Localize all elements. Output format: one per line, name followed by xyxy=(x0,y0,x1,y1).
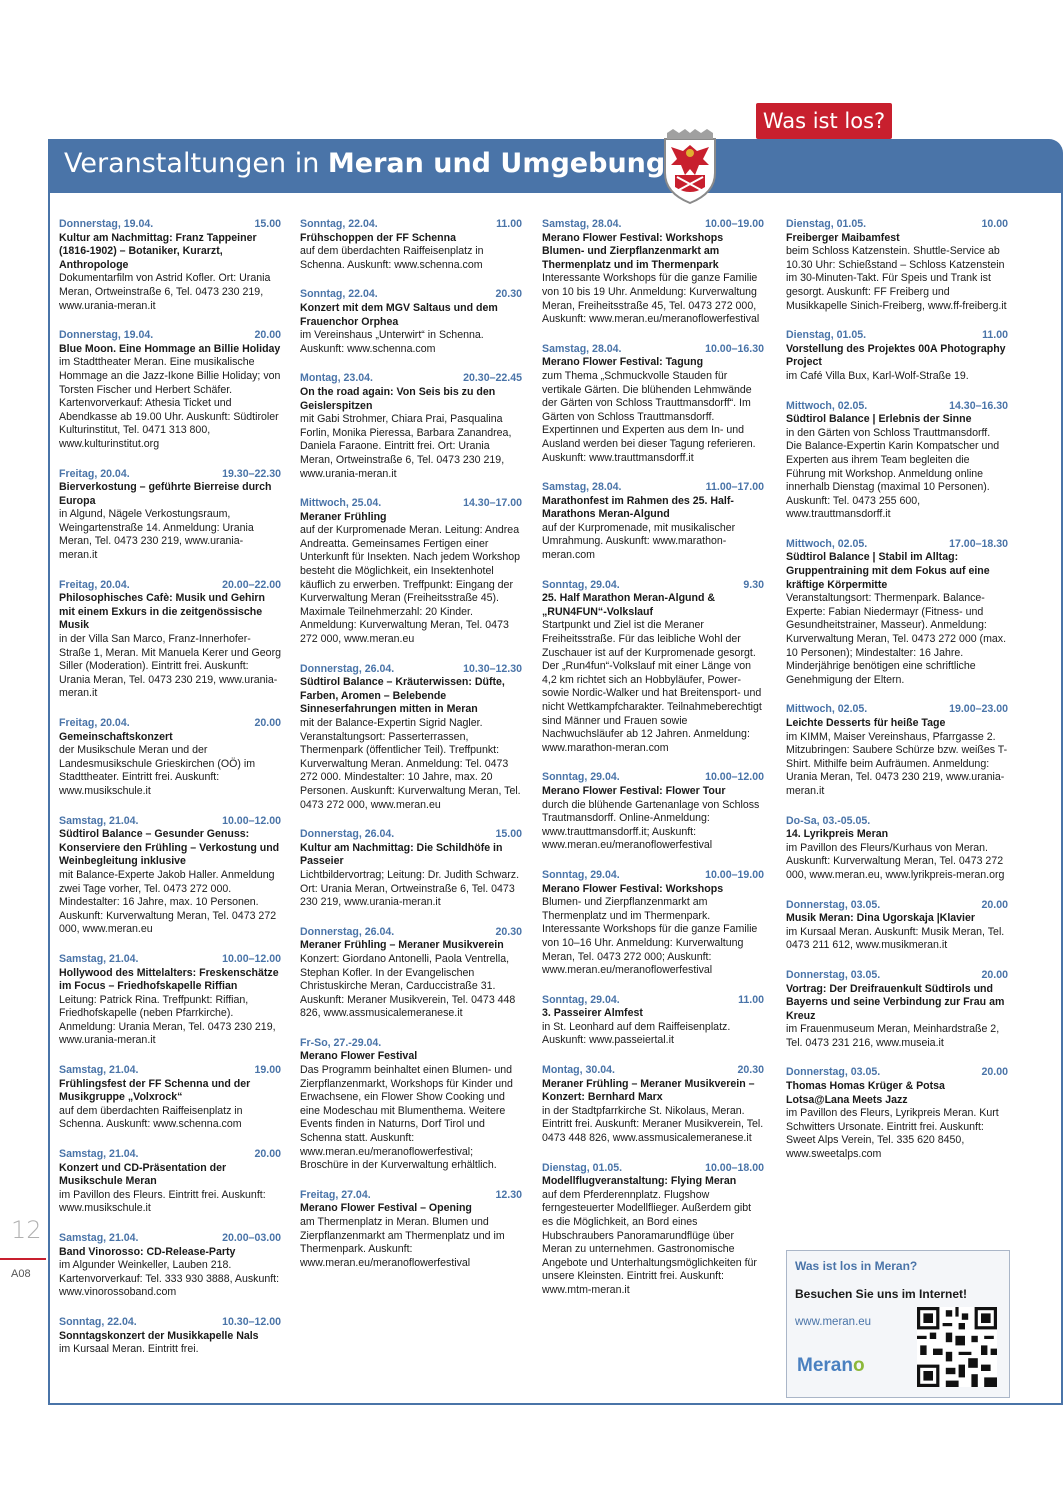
event-text: im Algunder Weinkeller, Lauben 218. Kartenvorverkauf: Tel. 333 930 3888, Auskunft: www.vinorossoband.com xyxy=(59,1259,280,1299)
event-date-row: Mittwoch, 02.05. 17.00–18.30 xyxy=(786,537,1008,550)
event-item xyxy=(786,969,1008,1051)
event-date-row: Samstag, 21.04. 10.00–12.00 xyxy=(59,814,281,827)
event-date-row: Samstag, 21.04. 19.00 xyxy=(59,1064,281,1077)
event-text: mit der Balance-Expertin Sigrid Nagler. Veranstaltungsort: Passerterrassen, Thermenpark (öffentlicher Teil). Treffpunkt: Kurverwaltung Meran. Anmeldung: Tel. 0473 272 000. Mindestalter: 10 Jahre, max. 20 Personen. Auskunft: Kurverwaltung Meran, Tel. 0473 272 000, www.meran.eu xyxy=(300,717,521,811)
event-date-row: Samstag, 28.04. 10.00–16.30 xyxy=(542,342,764,355)
event-item xyxy=(542,579,764,756)
what-is-on-badge: Was ist los? xyxy=(756,103,892,139)
event-text: der Musikschule Meran und der Landesmusikschule Grieskirchen (OÖ) im Stadttheater. Eintritt frei. Auskunft: www.musikschule.it xyxy=(59,744,256,797)
event-item xyxy=(542,771,764,853)
event-text: Lichtbildervortrag; Leitung: Dr. Judith Schwarz. Ort: Urania Meran, Ortweinstraße 6, Tel. 0473 230 219, www.urania-meran.it xyxy=(300,868,520,909)
event-title: Freiberger Maibamfest xyxy=(786,231,900,244)
event-title: Meraner Frühling – Meraner Musikverein xyxy=(300,939,504,952)
event-date-row: Montag, 23.04. 20.30–22.45 xyxy=(300,372,522,385)
page-number-divider xyxy=(0,1258,46,1260)
event-text: im Vereinshaus „Unterwirt“ in Schenna. Auskunft: www.schenna.com xyxy=(300,329,484,355)
event-item xyxy=(786,703,1008,798)
event-text: Dokumentarfilm von Astrid Kofler. Ort: Urania Meran, Ortweinstraße 6, Tel. 0473 230 219, www.urania-meran.it xyxy=(59,272,271,312)
info-box-title: Was ist los in Meran? xyxy=(795,1259,918,1273)
event-title: 3. Passeirer Almfest xyxy=(542,1007,643,1020)
event-date-row: Mittwoch, 02.05. 19.00–23.00 xyxy=(786,703,1008,716)
event-item xyxy=(300,288,522,356)
event-text: auf dem Pferderennplatz. Flugshow ferngesteuerter Modellflieger. Außerdem gibt es die Möglichkeit, an Bord eines Hubschraubers Panoramarundflüge über Meran zu unternehmen. Gastronomische Angebote und Unterhaltungsmöglichkeiten für unsere Kleinsten. Eintritt frei. Auskunft: www.mtm-meran.it xyxy=(542,1188,757,1296)
event-title: 14. Lyrikpreis Meran xyxy=(786,828,889,841)
event-title: Kultur am Nachmittag: Die Schildhöfe in Passeier xyxy=(300,841,503,868)
events-column-1 xyxy=(59,218,281,1373)
event-title: Merano Flower Festival: Workshops xyxy=(542,882,724,895)
event-date-row: Sonntag, 22.04. 11.00 xyxy=(300,218,522,230)
events-column-4 xyxy=(786,218,1008,1178)
event-date-row: Dienstag, 01.05. 10.00 xyxy=(786,218,1008,230)
qr-code-icon[interactable] xyxy=(917,1307,997,1387)
event-title: Marathonfest im Rahmen des 25. Half-Marathons Meran-Algund xyxy=(542,494,734,521)
section-header xyxy=(48,139,1063,193)
event-text: Veranstaltungsort: Thermenpark. Balance-Experte: Fabian Niedermayr (Fitness- und Gesundheitstrainer, Masseur). Anmeldung: Kurverwaltung Meran, Tel. 0473 272 000 (max. 10 Personen); Mindestalter: 16 Jahre. Minderjährige benötigen eine schriftliche Genehmigung der Eltern. xyxy=(786,592,1007,686)
event-text: Leitung: Patrick Rina. Treffpunkt: Riffian, Friedhofskapelle (neben Pfarrkirche). Anmeldung: Urania Meran, Tel. 0473 230 219, www.urania-meran.it xyxy=(59,993,276,1047)
event-title: Merano Flower Festival: Flower Tour xyxy=(542,784,726,797)
website-link[interactable]: www.meran.eu xyxy=(795,1316,872,1328)
event-item xyxy=(59,218,281,313)
event-text: im KIMM, Maiser Vereinshaus, Pfarrgasse 2. Mitzubringen: Saubere Schürze bzw. weißes T-Shirt. Mithilfe beim Aufräumen. Anmeldung: Urania Meran, Tel. 0473 230 219, www.urania-meran.it xyxy=(786,730,1008,797)
event-item xyxy=(59,1148,281,1216)
event-title: Südtirol Balance | Erlebnis der Sinne xyxy=(786,413,972,426)
event-item xyxy=(300,1037,522,1173)
event-date-row: Sonntag, 22.04. 10.30–12.00 xyxy=(59,1315,281,1328)
event-item xyxy=(300,218,522,272)
event-date-row: Sonntag, 22.04. 20.30 xyxy=(300,288,522,301)
event-title: Konzert und CD-Präsentation der Musikschule Meran xyxy=(59,1161,227,1188)
event-text: im Pavillon des Fleurs, Lyrikpreis Meran. Kurt Schwitters Ursonate. Eintritt frei. Auskunft: Sweet Alps Verein, Tel. 335 620 8450, www.sweetalps.com xyxy=(786,1107,999,1161)
page-number: 12 xyxy=(11,1216,42,1244)
event-item xyxy=(542,994,764,1048)
event-item xyxy=(542,1064,764,1146)
event-title: Sonntagskonzert der Musikkapelle Nals xyxy=(59,1329,259,1342)
event-date-row: Dienstag, 01.05. 10.00–18.00 xyxy=(542,1161,764,1174)
event-date-row: Dienstag, 01.05. 11.00 xyxy=(786,329,1008,342)
events-column-2 xyxy=(300,218,522,1286)
event-text: Das Programm beinhaltet einen Blumen- und Zierpflanzenmarkt, Workshops für Kinder und Erwachsene, ein Flower Show Cooking und eine Modeschau mit Blumenthema. Weitere Events finden in Naturns, Dorf Tirol und Schenna statt. Auskunft: www.meran.eu/meranoflowerfestival; Broschüre in der Kurverwaltung erhältlich. xyxy=(300,1064,513,1172)
event-date-row: Mittwoch, 02.05. 14.30–16.30 xyxy=(786,399,1008,412)
event-item xyxy=(59,468,281,563)
event-text: auf der Kurpromenade Meran. Leitung: Andrea Andreatta. Gemeinsames Fertigen einer Unterkunft für Insekten. Nach jedem Workshop besteht die Möglichkeit, ein Insektenhotel käuflich zu erwerben. Treffpunkt: Eingang der Kurverwaltung Meran (Freiheitsstraße 45). Maximale Teilnehmerzahl: 20 Kinder. Anmeldung: Kurverwaltung Meran, Tel. 0473 272 000, www.meran.eu xyxy=(300,524,521,646)
merano-logo: Merano xyxy=(797,1355,865,1376)
event-title: Merano Flower Festival: Workshops Blumen- und Zierpflanzenmarkt am Thermenplatz und im Thermenpark xyxy=(542,231,724,271)
event-date-row: Do-Sa, 03.-05.05. xyxy=(786,814,871,827)
event-text: auf der Kurpromenade, mit musikalischer Umrahmung. Auskunft: www.marathon-meran.com xyxy=(542,521,736,562)
event-title: Merano Flower Festival xyxy=(300,1050,418,1063)
event-text: in den Gärten von Schloss Trauttmansdorff. Die Balance-Expertin Karin Kompatscher und Experten aus ihrem Team begleiten die Führung mit Workshop. Anmeldung online innerhalb Dienstag (maximal 10 Personen). Auskunft: Tel. 0473 255 600, www.trauttmansdorff.it xyxy=(786,426,1000,521)
event-text: mit Gabi Strohmer, Chiara Prai, Pasqualina Forlin, Monika Pieressa, Barbara Zanandrea, Daniela Faraone. Eintritt frei. Ort: Urania Meran, Ortweinstraße 6, Tel. 0473 230 219, www.urania-meran.it xyxy=(300,413,512,480)
event-text: auf dem überdachten Raiffeisenplatz in Schenna. Auskunft: www.schenna.com xyxy=(59,1104,243,1131)
event-title: Hollywood des Mittelalters: Freskenschätze im Focus – Friedhofskapelle Riffian xyxy=(59,966,279,993)
event-item xyxy=(542,1162,764,1298)
event-text: im Kursaal Meran. Auskunft: Musik Meran, Tel. 0473 211 612, www.musikmeran.it xyxy=(786,925,1005,952)
event-date-row: Donnerstag, 26.04. 10.30–12.30 xyxy=(300,662,522,675)
event-title: On the road again: Von Seis bis zu den Geislerspitzen xyxy=(300,385,496,412)
event-date-row: Sonntag, 29.04. 11.00 xyxy=(542,993,764,1006)
event-date-row: Donnerstag, 03.05. 20.00 xyxy=(786,898,1008,911)
event-item xyxy=(542,218,764,327)
event-text: im Pavillon des Fleurs/Kurhaus von Meran. Auskunft: Kurverwaltung Meran, Tel. 0473 272 000, www.meran.eu, www.lyrikpreis-meran.org xyxy=(786,841,1005,881)
event-date-row: Mittwoch, 25.04. 14.30–17.00 xyxy=(300,497,522,510)
event-text: in St. Leonhard auf dem Raiffeisenplatz. Auskunft: www.passeiertal.it xyxy=(542,1020,731,1047)
event-title: Gemeinschaftskonzert xyxy=(59,730,173,743)
event-text: in der Stadtpfarrkirche St. Nikolaus, Meran. Eintritt frei. Auskunft: Meraner Musikverein, Tel. 0473 448 826, www.assmusicalemeranese.it xyxy=(542,1104,764,1145)
event-item xyxy=(300,663,522,813)
event-item xyxy=(59,815,281,937)
event-title: Vortrag: Der Dreifrauenkult Südtirols und Bayerns und seine Verbindung zur Frau am Kreuz xyxy=(786,982,1005,1022)
page-code: A08 xyxy=(11,1268,31,1280)
page-title: Veranstaltungen in Meran und Umgebung xyxy=(64,148,666,179)
event-text: im Pavillon des Fleurs. Eintritt frei. Auskunft: www.musikschule.it xyxy=(59,1188,266,1215)
event-date-row: Samstag, 21.04. 20.00–03.00 xyxy=(59,1232,281,1244)
event-date-row: Freitag, 27.04. 12.30 xyxy=(300,1188,522,1201)
event-item xyxy=(786,329,1008,383)
event-title: Band Vinorosso: CD-Release-Party xyxy=(59,1245,236,1258)
event-title: Konzert mit dem MGV Saltaus und dem Frauenchor Orphea xyxy=(300,301,498,328)
event-date-row: Donnerstag, 19.04. 15.00 xyxy=(59,218,281,230)
event-title: Merano Flower Festival – Opening xyxy=(300,1202,472,1215)
event-date-row: Samstag, 28.04. 10.00–19.00 xyxy=(542,218,764,230)
event-item xyxy=(300,926,522,1021)
event-item xyxy=(59,953,281,1048)
event-date-row: Donnerstag, 03.05. 20.00 xyxy=(786,968,1008,981)
event-text: im Frauenmuseum Meran, Meinhardstraße 2, Tel. 0473 231 216, www.museia.it xyxy=(786,1023,1000,1049)
event-title: Blue Moon. Eine Hommage an Billie Holiday xyxy=(59,342,281,355)
event-item xyxy=(300,497,522,647)
event-date-row: Sonntag, 29.04. 10.00–12.00 xyxy=(542,771,764,784)
event-title: Thomas Homas Krüger & Potsa Lotsa@Lana Meets Jazz xyxy=(786,1080,945,1106)
event-item xyxy=(786,899,1008,953)
event-item xyxy=(542,343,764,465)
event-text: im Café Villa Bux, Karl-Wolf-Straße 19. xyxy=(786,369,969,382)
event-date-row: Donnerstag, 26.04. 20.30 xyxy=(300,925,522,938)
info-box-subtitle: Besuchen Sie uns im Internet! xyxy=(795,1287,968,1301)
event-title: Südtirol Balance | Stabil im Alltag: Gruppentraining mit dem Fokus auf eine kräftige Körpermitte xyxy=(786,551,990,591)
event-item xyxy=(300,1189,522,1271)
event-item xyxy=(59,1232,281,1300)
event-item xyxy=(786,815,1008,883)
event-title: Vorstellung des Projektes 00A Photography Project xyxy=(786,342,1006,369)
event-item xyxy=(59,329,281,451)
event-title: Südtirol Balance – Kräuterwissen: Düfte, Farben, Aromen – Belebende Sinneserfahrungen mitten in Meran xyxy=(300,676,505,716)
event-item xyxy=(786,538,1008,688)
event-text: Startpunkt und Ziel ist die Meraner Freiheitsstraße. Für das leibliche Wohl der Zuschauer ist auf der Kurpromenade gesorgt. Der „Run4fun“-Volkslauf mit einer Länge von 4,2 km richtet sich an Hobbyläufer, Power- sowie Nordic-Walker und hat Breitensport- und nicht Wettkampfcharakter. Teilnahmeberechtigt sind Männer und Frauen sowie Nachwuchsläufer ab 12 Jahren. Anmeldung: www.marathon-meran.com xyxy=(542,619,762,754)
event-date-row: Freitag, 20.04. 20.00–22.00 xyxy=(59,578,281,591)
event-text: auf dem überdachten Raiffeisenplatz in Schenna. Auskunft: www.schenna.com xyxy=(300,245,484,271)
coat-of-arms-icon xyxy=(661,129,719,205)
event-text: im Kursaal Meran. Eintritt frei. xyxy=(59,1343,199,1356)
event-title: Leichte Desserts für heiße Tage xyxy=(786,717,946,729)
event-title: Kultur am Nachmittag: Franz Tappeiner (1816-1902) – Botaniker, Kurarzt, Anthropologe xyxy=(59,231,257,271)
event-text: mit Balance-Experte Jakob Haller. Anmeldung zwei Tage vorher, Tel. 0473 272 000. Mindestalter: 16 Jahre, max. 10 Personen. Auskunft: Kurverwaltung Meran, Tel. 0473 272 000, www.meran.eu xyxy=(59,868,277,936)
event-item xyxy=(542,869,764,978)
event-date-row: Samstag, 21.04. 20.00 xyxy=(59,1148,281,1161)
event-text: in Algund, Nägele Verkostungsraum, Weingartenstraße 14. Anmeldung: Urania Meran, Tel. 0473 230 219, www.urania-meran.it xyxy=(59,508,254,562)
event-date-row: Donnerstag, 26.04. 15.00 xyxy=(300,828,522,841)
event-title: 25. Half Marathon Meran-Algund & „RUN4FUN“-Volkslauf xyxy=(542,592,716,618)
event-date-row: Donnerstag, 19.04. 20.00 xyxy=(59,329,281,342)
event-title: Modellflugveranstaltung: Flying Meran xyxy=(542,1175,737,1188)
event-title: Frühlingsfest der FF Schenna und der Musikgruppe „Volxrock“ xyxy=(59,1077,251,1104)
event-date-row: Montag, 30.04. 20.30 xyxy=(542,1064,764,1077)
events-column-3 xyxy=(542,218,764,1314)
event-date-row: Freitag, 20.04. 20.00 xyxy=(59,717,281,729)
event-item xyxy=(300,372,522,481)
event-text: zum Thema „Schmuckvolle Stauden für vertikale Gärten. Die blühenden Lehmwände der Gärten von Schloss Trauttmansdorff“. Im Gärten von Schloss Trauttmansdorff. Expertinnen und Experten aus dem In- und Ausland werden bei dieser Tagung referieren. Auskunft: www.trauttmansdorff.it xyxy=(542,369,756,464)
event-text: durch die blühende Gartenanlage von Schloss Trautmansdorff. Online-Anmeldung: www.trauttmansdorff.it; Auskunft: www.meran.eu/meranoflowerfestival xyxy=(542,798,760,852)
event-item xyxy=(59,1316,281,1357)
event-date-row: Donnerstag, 03.05. 20.00 xyxy=(786,1066,1008,1079)
event-text: Interessante Workshops für die ganze Familie von 10 bis 19 Uhr. Anmeldung: Kurverwaltung Meran, Freiheitsstraße 45, Tel. 0473 272 000, Auskunft: www.meran.eu/meranoflowerfestival xyxy=(542,272,760,326)
event-text: im Stadttheater Meran. Eine musikalische Hommage an die Jazz-Ikone Billie Holiday; von Torsten Fischer und Herbert Schäfer. Kartenvorverkauf: Athesia Ticket und Abendkasse ab 19.00 Uhr. Auskunft: Südtiroler Kulturinstitut, Tel. 0471 313 800, www.kulturinstitut.org xyxy=(59,356,281,450)
event-item xyxy=(300,828,522,910)
event-text: Konzert: Giordano Antonelli, Paola Ventrella, Stephan Kofler. In der Evangelischen Christuskirche Meran, Carduccistraße 31. Auskunft: Meraner Musikverein, Tel. 0473 448 826, www.assmusicalemeranese.it xyxy=(300,952,516,1020)
event-title: Musik Meran: Dina Ugorskaja |Klavier xyxy=(786,912,976,925)
event-date-row: Sonntag, 29.04. 10.00–19.00 xyxy=(542,868,764,881)
event-item xyxy=(59,579,281,701)
event-date-row: Samstag, 28.04. 11.00–17.00 xyxy=(542,481,764,494)
event-date-row: Fr-So, 27.-29.04. xyxy=(300,1036,382,1049)
event-title: Frühschoppen der FF Schenna xyxy=(300,231,456,244)
event-text: beim Schloss Katzenstein. Shuttle-Service ab 10.30 Uhr: Schießstand – Schloss Katzenstein im 30-Minuten-Takt. Für Speis und Trank ist gesorgt. Auskunft: FF Freiberg und Musikkapelle Sinich-Freiberg, www.ff-freiberg.it xyxy=(786,245,1007,312)
event-item xyxy=(542,481,764,563)
event-title: Meraner Frühling – Meraner Musikverein – Konzert: Bernhard Marx xyxy=(542,1077,755,1104)
event-date-row: Freitag, 20.04. 19.30–22.30 xyxy=(59,467,281,480)
event-title: Philosophisches Cafè: Musik und Gehirn mit einem Exkurs in die zeitgenössische Musik xyxy=(59,592,266,632)
event-title: Meraner Frühling xyxy=(300,510,387,523)
event-item xyxy=(786,400,1008,522)
event-item xyxy=(59,1064,281,1132)
event-item xyxy=(786,218,1008,313)
event-text: am Thermenplatz in Meran. Blumen und Zierpflanzenmarkt am Thermenplatz und im Thermenpark. Auskunft: www.meran.eu/meranoflowerfestival xyxy=(300,1216,505,1269)
event-date-row: Sonntag, 29.04. 9.30 xyxy=(542,578,764,591)
event-date-row: Samstag, 21.04. 10.00–12.00 xyxy=(59,952,281,965)
event-item xyxy=(786,1066,1008,1161)
event-text: in der Villa San Marco, Franz-Innerhofer-Straße 1, Meran. Mit Manuela Kerer und Georg Siller (Moderation). Eintritt frei. Auskunft: Urania Meran, Tel. 0473 230 219, www.urania-meran.it xyxy=(59,633,281,700)
event-title: Südtirol Balance – Gesunder Genuss: Konserviere den Frühling – Verkostung und Weinbegleitung inklusive xyxy=(59,828,280,868)
event-title: Bierverkostung – geführte Bierreise durch Europa xyxy=(59,481,272,507)
info-box xyxy=(786,1250,1010,1398)
event-title: Merano Flower Festival: Tagung xyxy=(542,356,704,369)
event-text: Blumen- und Zierpflanzenmarkt am Thermenplatz und im Thermenpark. Interessante Workshops für die ganze Familie von 10–16 Uhr. Anmeldung: Kurverwaltung Meran, Tel. 0473 272 000; Auskunft: www.meran.eu/meranoflowerfestival xyxy=(542,896,758,977)
event-item xyxy=(59,717,281,799)
